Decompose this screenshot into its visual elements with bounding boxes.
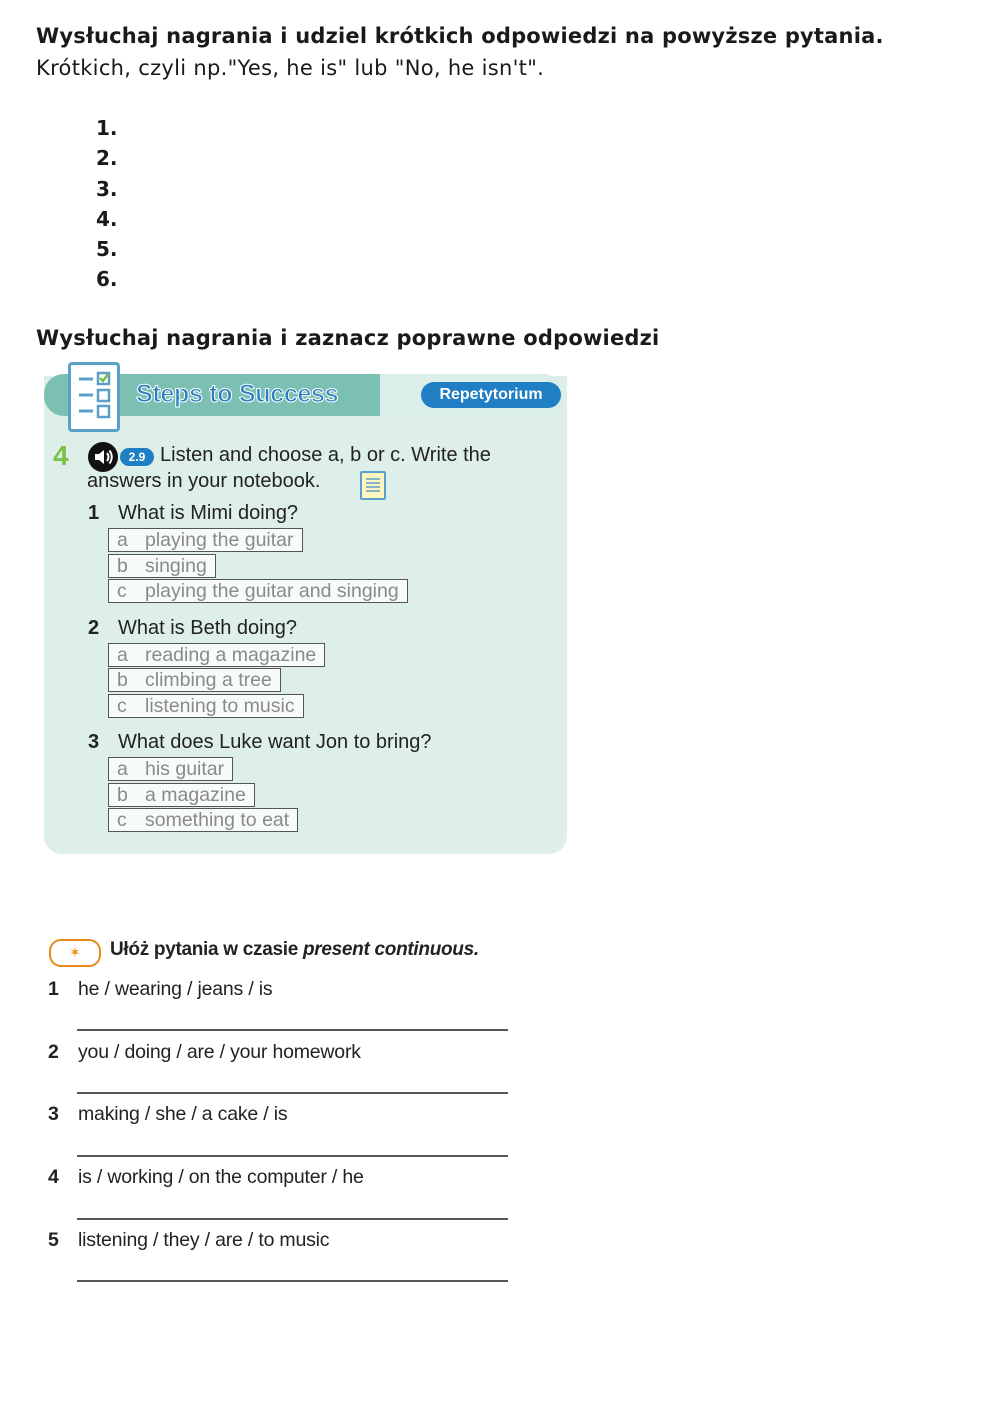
option-2b[interactable] <box>108 668 281 692</box>
option-1a[interactable] <box>108 528 303 552</box>
option-letter: b <box>117 555 128 577</box>
answer-number: 2. <box>96 146 118 171</box>
steps-title: Steps to Success <box>136 380 339 408</box>
answer-line[interactable] <box>77 1218 508 1220</box>
option-1b[interactable] <box>108 554 216 578</box>
option-2c[interactable] <box>108 694 304 718</box>
question-number: 1 <box>88 502 100 524</box>
option-letter: b <box>117 784 128 806</box>
option-text: listening to music <box>145 695 295 717</box>
reorder-item-3 <box>48 1103 287 1126</box>
exercise-instruction: Listen and choose a, b or c. Write the <box>160 444 491 466</box>
reorder-item-5 <box>48 1229 329 1252</box>
option-letter: c <box>117 809 127 831</box>
answer-number: 5. <box>96 237 118 262</box>
question-number: 2 <box>88 617 100 639</box>
instruction-note: Krótkich, czyli np."Yes, he is" lub "No, he isn't". <box>36 56 545 80</box>
option-text: climbing a tree <box>145 669 272 691</box>
reorder-item-4 <box>48 1166 364 1189</box>
answer-line[interactable] <box>77 1280 508 1282</box>
item-number: 5 <box>48 1229 59 1251</box>
answer-list <box>96 116 118 298</box>
question-1 <box>88 502 298 525</box>
track-badge: 2.9 <box>120 448 154 466</box>
part3-title-italic: present continuous. <box>302 939 479 960</box>
option-3b[interactable] <box>108 783 255 807</box>
option-text: singing <box>145 555 207 577</box>
option-letter: c <box>117 695 127 717</box>
repetytorium-badge: Repetytorium <box>421 382 561 408</box>
option-3a[interactable] <box>108 757 233 781</box>
item-number: 1 <box>48 978 59 1000</box>
notebook-icon <box>360 471 386 500</box>
section-heading: Wysłuchaj nagrania i zaznacz poprawne odpowiedzi <box>36 326 660 350</box>
question-3 <box>88 731 432 754</box>
part3-title-plain: Ułóż pytania w czasie <box>110 939 298 960</box>
star-badge: ✶ <box>49 939 101 967</box>
option-letter: a <box>117 758 128 780</box>
instruction-heading: Wysłuchaj nagrania i udziel krótkich odpowiedzi na powyższe pytania. <box>36 24 884 48</box>
answer-number: 1. <box>96 116 118 140</box>
option-2a[interactable] <box>108 643 325 667</box>
option-text: a magazine <box>145 784 246 806</box>
question-2 <box>88 617 297 640</box>
answer-line[interactable] <box>77 1092 508 1094</box>
exercise-number: 4 <box>53 440 69 471</box>
option-3c[interactable] <box>108 808 298 832</box>
item-text: you / doing / are / your homework <box>78 1041 361 1063</box>
item-text: listening / they / are / to music <box>78 1229 330 1251</box>
answer-number: 3. <box>96 176 118 201</box>
option-letter: a <box>117 644 128 666</box>
question-number: 3 <box>88 731 100 753</box>
option-text: his guitar <box>145 758 225 780</box>
item-number: 3 <box>48 1103 59 1125</box>
question-text: What does Luke want Jon to bring? <box>118 731 432 753</box>
reorder-item-2 <box>48 1041 361 1064</box>
item-text: is / working / on the computer / he <box>78 1166 364 1188</box>
option-text: something to eat <box>145 809 290 831</box>
answer-number: 6. <box>96 267 118 292</box>
option-text: playing the guitar <box>145 529 294 551</box>
question-text: What is Beth doing? <box>118 617 297 639</box>
answer-number: 4. <box>96 206 118 231</box>
item-text: making / she / a cake / is <box>78 1103 288 1125</box>
answer-line[interactable] <box>77 1155 508 1157</box>
part3-title <box>110 939 479 961</box>
answer-line[interactable] <box>77 1029 508 1031</box>
option-text: reading a magazine <box>145 644 317 666</box>
item-text: he / wearing / jeans / is <box>78 978 273 1000</box>
reorder-item-1 <box>48 978 272 1001</box>
question-text: What is Mimi doing? <box>118 502 299 524</box>
option-1c[interactable] <box>108 579 408 603</box>
audio-icon[interactable] <box>88 442 118 472</box>
option-letter: b <box>117 669 128 691</box>
option-letter: a <box>117 529 128 551</box>
item-number: 2 <box>48 1041 59 1063</box>
exercise-instruction-cont: answers in your notebook. <box>87 470 321 492</box>
item-number: 4 <box>48 1166 59 1188</box>
option-text: playing the guitar and singing <box>145 580 399 602</box>
checklist-icon <box>68 362 120 432</box>
option-letter: c <box>117 580 127 602</box>
